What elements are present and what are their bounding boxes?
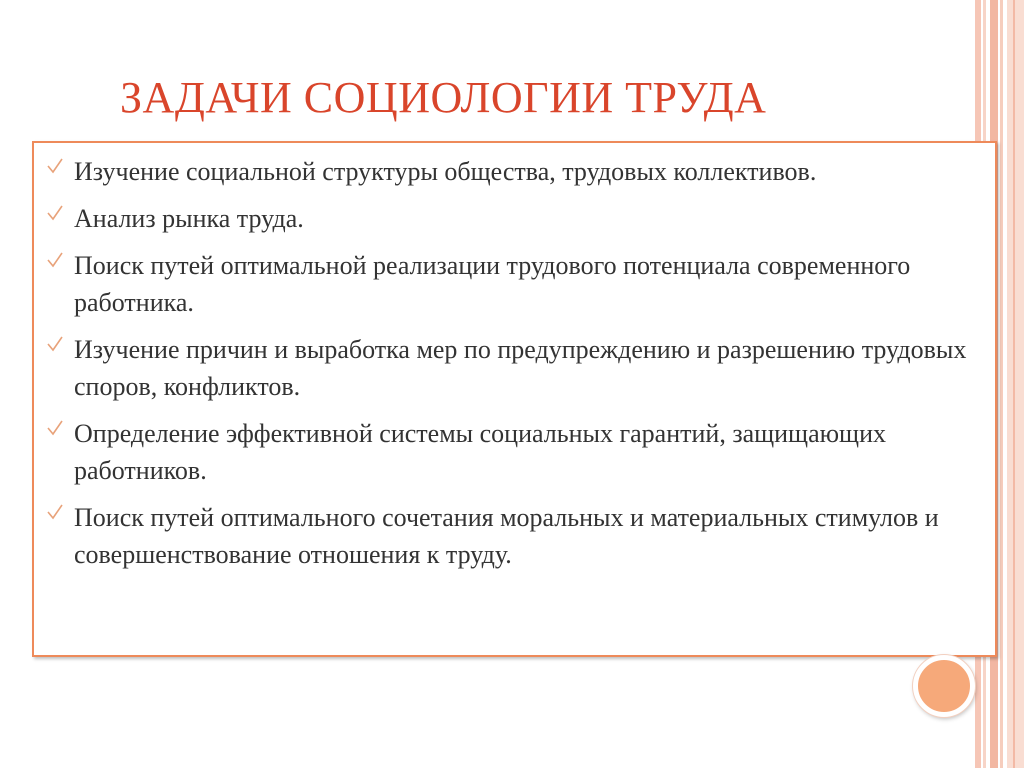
bullet-item bbox=[46, 499, 986, 573]
bullet-text: Изучение социальной структуры общества, трудовых коллективов. bbox=[74, 157, 817, 186]
checkmark-icon bbox=[46, 335, 64, 353]
decor-stripe bbox=[1000, 0, 1003, 768]
bullet-text: Поиск путей оптимальной реализации трудового потенциала современного работника. bbox=[74, 251, 911, 317]
checkmark-icon bbox=[46, 204, 64, 222]
slide-title: ЗАДАЧИ СОЦИОЛОГИИ ТРУДА bbox=[120, 73, 767, 122]
decor-stripe bbox=[1007, 0, 1024, 768]
checkmark-icon bbox=[46, 251, 64, 269]
bullet-item bbox=[46, 247, 986, 321]
checkmark-icon bbox=[46, 157, 64, 175]
checkmark-icon bbox=[46, 503, 64, 521]
content-box bbox=[32, 141, 997, 657]
decor-stripe bbox=[1013, 0, 1015, 768]
bullet-item bbox=[46, 153, 986, 190]
bullet-text: Изучение причин и выработка мер по предупреждению и разрешению трудовых споров, конфликтов. bbox=[74, 335, 967, 401]
circle-decoration bbox=[913, 655, 975, 717]
bullet-text: Поиск путей оптимального сочетания моральных и материальных стимулов и совершенствование отношения к труду. bbox=[74, 503, 939, 569]
bullet-item bbox=[46, 200, 986, 237]
bullet-item bbox=[46, 415, 986, 489]
bullet-text: Определение эффективной системы социальных гарантий, защищающих работников. bbox=[74, 419, 886, 485]
bullet-text: Анализ рынка труда. bbox=[74, 204, 304, 233]
bullet-item bbox=[46, 331, 986, 405]
bullet-list bbox=[46, 153, 986, 583]
checkmark-icon bbox=[46, 419, 64, 437]
